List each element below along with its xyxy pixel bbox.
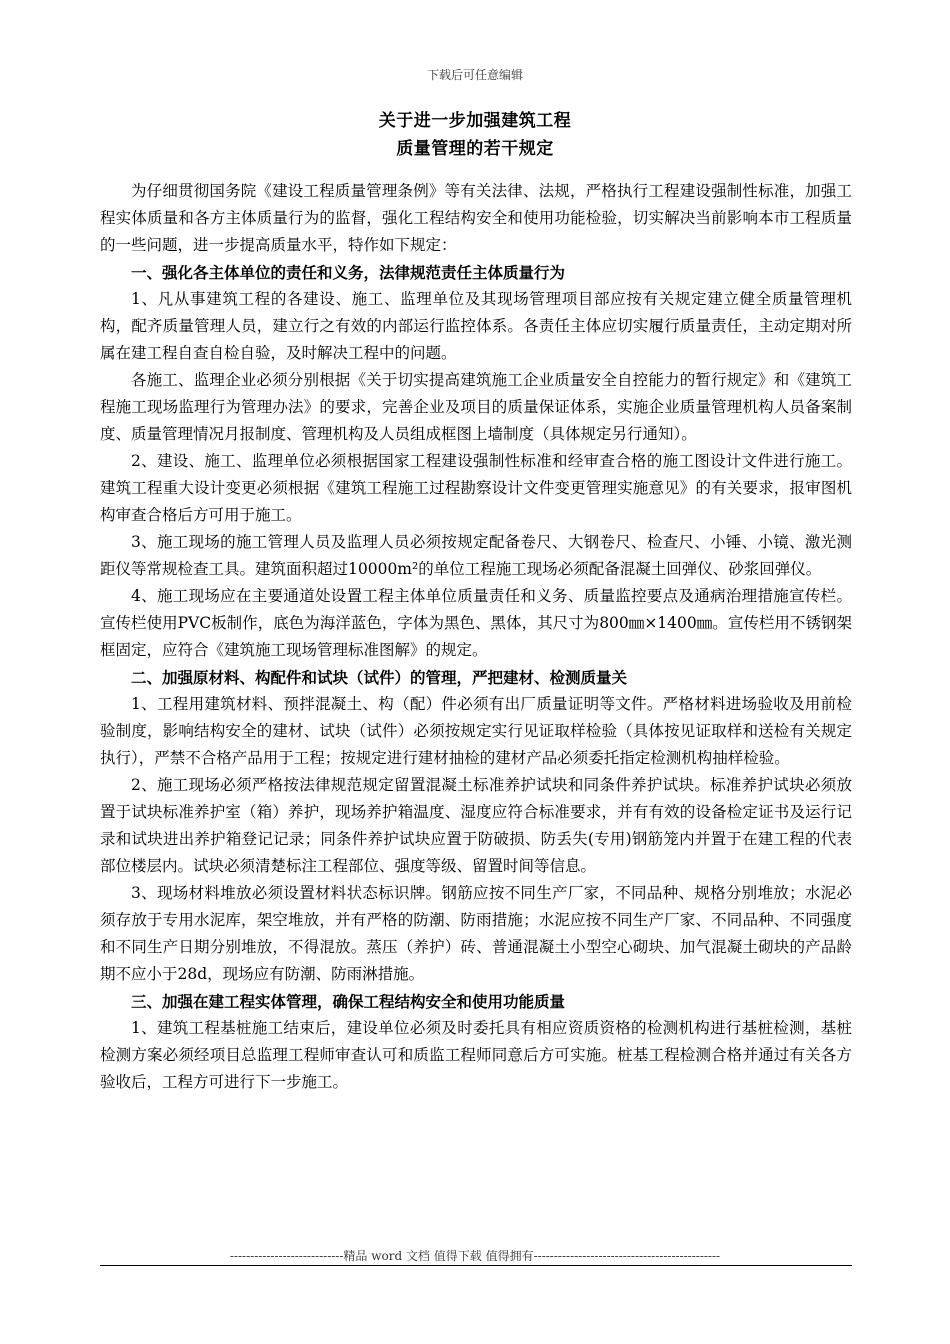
paragraph: 1、工程用建筑材料、预拌混凝土、构（配）件必须有出厂质量证明等文件。严格材料进场验收及用前检验制度，影响结构安全的建材、试块（试件）必须按规定实行见证取样检验（具体按见证取样和送检有关规定执行），严禁不合格产品用于工程；按规定进行建材抽检的建材产品必须委托指定检测机构抽样检验。	[100, 695, 852, 767]
paragraph: 2、建设、施工、监理单位必须根据国家工程建设强制性标准和经审查合格的施工图设计文件进行施工。建筑工程重大设计变更必须根据《建筑工程施工过程勘察设计文件变更管理实施意见》的有关要求，报审图机构审查合格后方可用于施工。	[100, 452, 852, 524]
intro-paragraph: 为仔细贯彻国务院《建设工程质量管理条例》等有关法律、法规，严格执行工程建设强制性标准，加强工程实体质量和各方主体质量行为的监督，强化工程结构安全和使用功能检验，切实解决当前影响本市工程质量的一些问题，进一步提高质量水平，特作如下规定：	[100, 182, 852, 254]
paragraph: 各施工、监理企业必须分别根据《关于切实提高建筑施工企业质量安全自控能力的暂行规定》和《建筑工程施工现场监理行为管理办法》的要求，完善企业及项目的质量保证体系，实施企业质量管理机构人员备案制度、质量管理情况月报制度、管理机构及人员组成框图上墙制度（具体规定另行通知）。	[100, 371, 852, 443]
paragraph: 1、建筑工程基桩施工结束后，建设单位必须及时委托具有相应资质资格的检测机构进行基桩检测，基桩检测方案必须经项目总监理工程师审查认可和质监工程师同意后方可实施。桩基工程检测合格并通过有关各方验收后，工程方可进行下一步施工。	[100, 1019, 852, 1091]
paragraph: 4、施工现场应在主要通道处设置工程主体单位质量责任和义务、质量监控要点及通病治理措施宣传栏。宣传栏使用PVC板制作，底色为海洋蓝色，字体为黑色、黑体，其尺寸为800㎜×1400㎜。宣传栏用不锈钢架框固定，应符合《建筑施工现场管理标准图解》的规定。	[100, 587, 852, 659]
document-body	[100, 178, 852, 1096]
paragraph: 3、现场材料堆放必须设置材料状态标识牌。钢筋应按不同生产厂家，不同品种、规格分别堆放；水泥必须存放于专用水泥库，架空堆放，并有严格的防潮、防雨措施；水泥应按不同生产厂家、不同品种、不同强度和不同生产日期分别堆放，不得混放。蒸压（养护）砖、普通混凝土小型空心砌块、加气混凝土砌块的产品龄期不应小于28d，现场应有防潮、防雨淋措施。	[100, 884, 852, 983]
footer-note: ----------------------------精品 word 文档 值得下载 值得拥有----------------------------------------------	[229, 1249, 721, 1263]
footer-divider	[100, 1265, 852, 1266]
section-heading-2: 二、加强原材料、构配件和试块（试件）的管理，严把建材、检测质量关	[131, 668, 628, 687]
document-title-line1: 关于进一步加强建筑工程	[378, 111, 572, 131]
document-title-line2: 质量管理的若干规定	[396, 139, 554, 159]
paragraph: 2、施工现场必须严格按法律规范规定留置混凝土标准养护试块和同条件养护试块。标准养护试块必须放置于试块标准养护室（箱）养护，现场养护箱温度、湿度应符合标准要求，并有有效的设备检定证书及运行记录和试块进出养护箱登记记录；同条件养护试块应置于防破损、防丢失(专用)钢筋笼内并置于在建工程的代表部位楼层内。试块必须清楚标注工程部位、强度等级、留置时间等信息。	[100, 776, 852, 875]
paragraph: 3、施工现场的施工管理人员及监理人员必须按规定配备卷尺、大钢卷尺、检查尺、小锤、小镜、激光测距仪等常规检查工具。建筑面积超过10000m²的单位工程施工现场必须配备混凝土回弹仪、砂浆回弹仪。	[100, 533, 852, 578]
section-heading-1: 一、强化各主体单位的责任和义务，法律规范责任主体质量行为	[131, 263, 566, 282]
header-note: 下载后可任意编辑	[426, 68, 523, 82]
section-heading-3: 三、加强在建工程实体管理，确保工程结构安全和使用功能质量	[131, 992, 566, 1011]
paragraph: 1、凡从事建筑工程的各建设、施工、监理单位及其现场管理项目部应按有关规定建立健全质量管理机构，配齐质量管理人员，建立行之有效的内部运行监控体系。各责任主体应切实履行质量责任，主动定期对所属在建工程自查自检自验，及时解决工程中的问题。	[100, 290, 852, 362]
